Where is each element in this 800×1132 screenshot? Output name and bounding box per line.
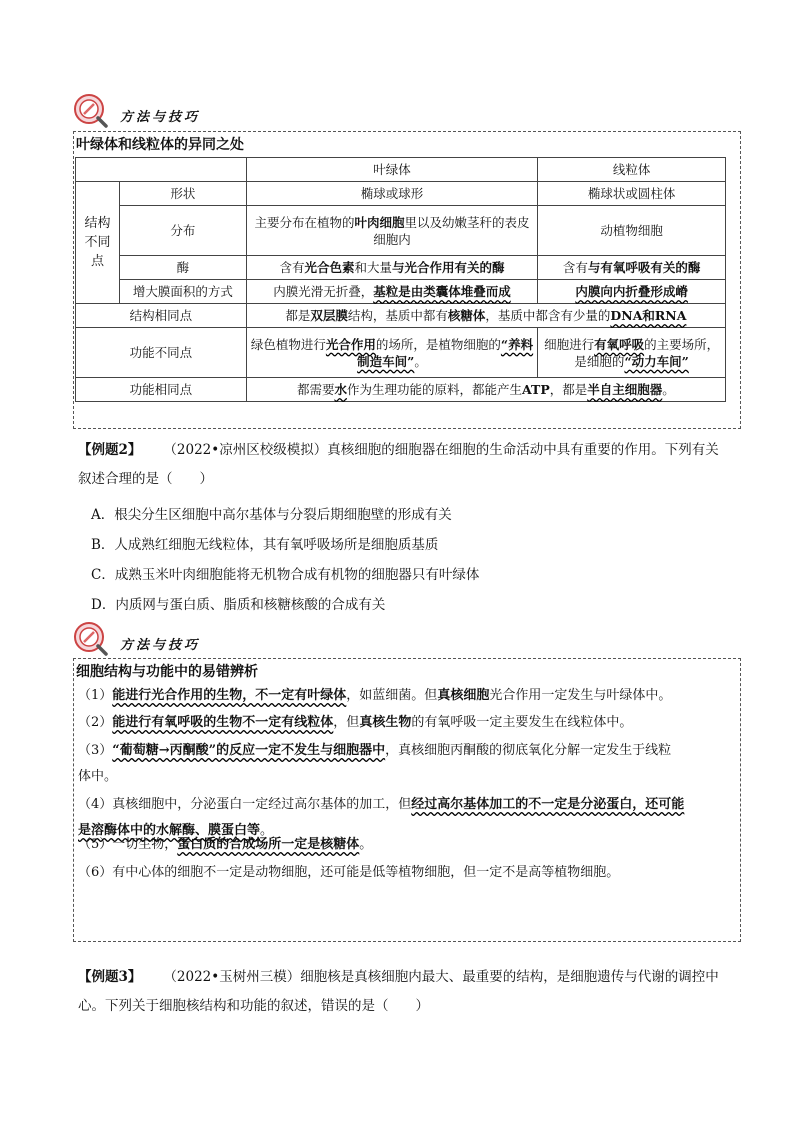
- list-item: （2）能进行有氧呼吸的生物不一定有线粒体，但真核生物的有氧呼吸一定主要发生在线粒体中。: [78, 715, 633, 730]
- table-row: [76, 182, 726, 206]
- example-question: [78, 963, 742, 1021]
- example-text: 细胞核是真核细胞内最大、最重要的结构，是细胞遗传与代谢的调控中: [300, 969, 719, 985]
- section-header: [72, 620, 200, 658]
- col-header: 线粒体: [538, 158, 726, 182]
- row-group-label: 结构不同点: [76, 182, 120, 304]
- magnifier-icon: [72, 620, 110, 658]
- box-title: 叶绿体和线粒体的异同之处: [76, 137, 244, 153]
- row-label: 结构相同点: [76, 304, 247, 328]
- cell: 细胞进行有氧呼吸的主要场所，是细胞的“动力车间”: [538, 328, 726, 378]
- cell: 主要分布在植物的叶肉细胞里以及幼嫩茎秆的表皮细胞内: [246, 206, 538, 256]
- list-item: （3）“葡萄糖→丙酮酸”的反应一定不发生与细胞器中，真核细胞丙酮酸的彻底氧化分解一定发生于线粒 体中。: [78, 743, 672, 784]
- option-a: A．根尖分生区细胞中高尔基体与分裂后期细胞壁的形成有关: [91, 507, 452, 523]
- example-text: 叙述合理的是（ ）: [78, 471, 213, 487]
- example-text: 真核细胞的细胞器在细胞的生命活动中具有重要的作用。下列有关: [327, 442, 719, 458]
- example-question: [78, 436, 738, 494]
- col-header: 叶绿体: [246, 158, 538, 182]
- example-source: （2022•凉州区校级模拟）: [163, 442, 328, 458]
- example-tag: 【例题3】: [78, 969, 142, 985]
- row-label: 酶: [119, 256, 246, 280]
- row-label: 形状: [119, 182, 246, 206]
- list-item: （4）真核细胞中，分泌蛋白一定经过高尔基体的加工，但经过高尔基体加工的不一定是分泌蛋白，还可能 是溶酶体中的水解酶、膜蛋白等。: [78, 797, 685, 838]
- cell: 含有与有氧呼吸有关的酶: [538, 256, 726, 280]
- table-row: [76, 256, 726, 280]
- cell: 内膜向内折叠形成嵴: [538, 280, 726, 304]
- list-item: （5）一切生物，蛋白质的合成场所一定是核糖体。: [78, 837, 373, 852]
- option-b: B．人成熟红细胞无线粒体，其有氧呼吸场所是细胞质基质: [91, 537, 439, 553]
- table-header-row: [76, 158, 726, 182]
- row-label: 功能不同点: [76, 328, 247, 378]
- box-title: 细胞结构与功能中的易错辨析: [76, 664, 258, 680]
- table-row: [76, 206, 726, 256]
- row-label: 分布: [119, 206, 246, 256]
- list-item: （1）能进行光合作用的生物，不一定有叶绿体，如蓝细菌。但真核细胞光合作用一定发生与叶绿体中。: [78, 688, 672, 703]
- table-row: [76, 328, 726, 378]
- example-source: （2022•玉树州三模）: [163, 969, 301, 985]
- table-row: [76, 304, 726, 328]
- magnifier-icon: [72, 92, 110, 130]
- section-label: 方法与技巧: [120, 637, 201, 653]
- cell: 椭球状或圆柱体: [538, 182, 726, 206]
- section-label: 方法与技巧: [120, 109, 201, 125]
- row-label: 功能相同点: [76, 378, 247, 402]
- table-row: [76, 280, 726, 304]
- cell: 含有光合色素和大量与光合作用有关的酶: [246, 256, 538, 280]
- cell: 椭球或球形: [246, 182, 538, 206]
- option-c: C．成熟玉米叶肉细胞能将无机物合成有机物的细胞器只有叶绿体: [91, 567, 480, 583]
- cell: 内膜光滑无折叠，基粒是由类囊体堆叠而成: [246, 280, 538, 304]
- example-tag: 【例题2】: [78, 442, 142, 458]
- list-item: （6）有中心体的细胞不一定是动物细胞，还可能是低等植物细胞，但一定不是高等植物细胞。: [78, 865, 620, 880]
- table-row: [76, 378, 726, 402]
- comparison-table: [75, 157, 726, 402]
- row-label: 增大膜面积的方式: [119, 280, 246, 304]
- section-header: [72, 92, 200, 130]
- example-text: 心。下列关于细胞核结构和功能的叙述，错误的是（ ）: [78, 998, 429, 1014]
- option-d: D．内质网与蛋白质、脂质和核糖核酸的合成有关: [91, 597, 386, 613]
- cell: 绿色植物进行光合作用的场所，是植物细胞的“养料制造车间”。: [246, 328, 538, 378]
- cell: 都是双层膜结构，基质中都有核糖体，基质中都含有少量的DNA和RNA: [246, 304, 725, 328]
- cell: 都需要水作为生理功能的原料，都能产生ATP，都是半自主细胞器。: [246, 378, 725, 402]
- cell: 动植物细胞: [538, 206, 726, 256]
